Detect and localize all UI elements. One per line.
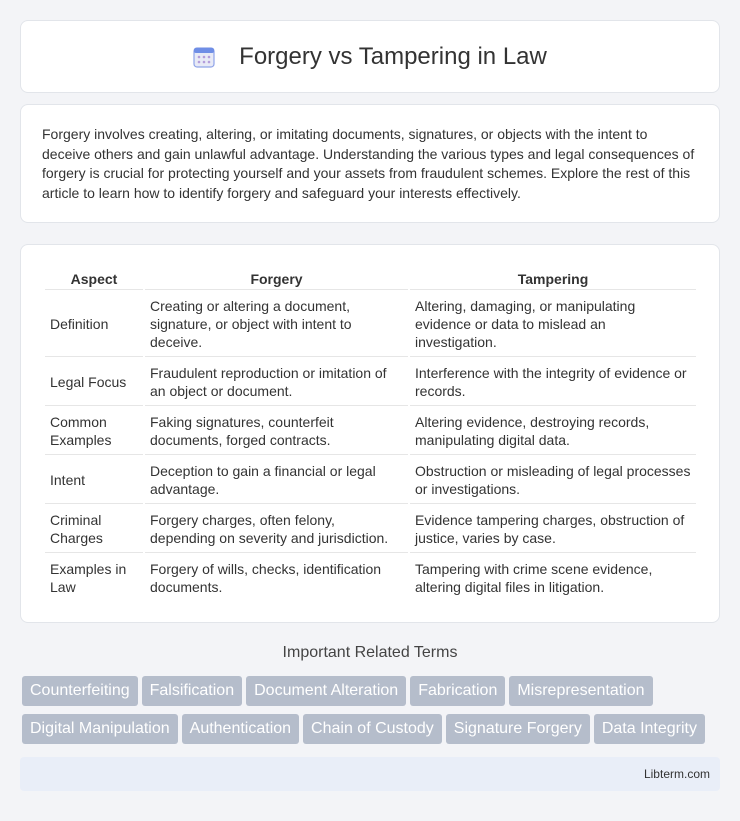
header-tampering: Tampering xyxy=(410,268,696,290)
tampering-cell: Interference with the integrity of evidence or records. xyxy=(410,359,696,406)
aspect-cell: Intent xyxy=(45,457,143,504)
tampering-cell: Evidence tampering charges, obstruction of justice, varies by case. xyxy=(410,506,696,553)
calendar-icon xyxy=(193,46,215,68)
aspect-cell: Legal Focus xyxy=(45,359,143,406)
tag-falsification[interactable]: Falsification xyxy=(142,676,242,706)
intro-text: Forgery involves creating, altering, or imitating documents, signatures, or objects with the intent to deceive others and gain unlawful advantage. Understanding the various types and legal consequences of forgery is crucial for protecting yourself and your assets from fraudulent schemes. Explore the rest of this article to learn how to identify forgery and safeguard your interests effectively. xyxy=(42,126,695,201)
footer-site-link[interactable]: Libterm.com xyxy=(643,767,710,781)
tampering-cell: Altering evidence, destroying records, manipulating digital data. xyxy=(410,408,696,455)
header-aspect: Aspect xyxy=(45,268,143,290)
table-row xyxy=(45,408,696,455)
forgery-cell: Forgery charges, often felony, depending on severity and jurisdiction. xyxy=(145,506,408,553)
tag-fabrication[interactable]: Fabrication xyxy=(410,676,505,706)
table-row xyxy=(45,555,696,601)
tag-misrepresentation[interactable]: Misrepresentation xyxy=(509,676,652,706)
table-header-row xyxy=(45,268,696,290)
forgery-cell: Faking signatures, counterfeit documents, forged contracts. xyxy=(145,408,408,455)
forgery-cell: Fraudulent reproduction or imitation of an object or document. xyxy=(145,359,408,406)
aspect-cell: Examples in Law xyxy=(50,561,127,595)
tag-signature-forgery[interactable]: Signature Forgery xyxy=(446,714,590,744)
aspect-cell: Criminal Charges xyxy=(45,506,143,553)
aspect-cell: Common Examples xyxy=(45,408,143,455)
tag-counterfeiting[interactable]: Counterfeiting xyxy=(22,676,138,706)
header-card xyxy=(20,20,720,93)
aspect-cell: Definition xyxy=(45,292,143,357)
tag-chain-of-custody[interactable]: Chain of Custody xyxy=(303,714,442,744)
tag-digital-manipulation[interactable]: Digital Manipulation xyxy=(22,714,178,744)
comparison-table xyxy=(43,266,698,603)
table-row xyxy=(45,359,696,406)
footer xyxy=(20,757,720,791)
header-forgery: Forgery xyxy=(145,268,408,290)
table-row xyxy=(45,506,696,553)
related-terms-title: Important Related Terms xyxy=(282,644,458,661)
comparison-table-card xyxy=(20,244,720,623)
tag-document-alteration[interactable]: Document Alteration xyxy=(246,676,406,706)
page-title: Forgery vs Tampering in Law xyxy=(239,42,547,70)
tampering-cell: Obstruction or misleading of legal processes or investigations. xyxy=(410,457,696,504)
table-row xyxy=(45,292,696,357)
tampering-cell: Altering, damaging, or manipulating evidence or data to mislead an investigation. xyxy=(410,292,696,357)
forgery-cell: Deception to gain a financial or legal advantage. xyxy=(145,457,408,504)
tag-data-integrity[interactable]: Data Integrity xyxy=(594,714,705,744)
intro-card xyxy=(20,104,720,223)
forgery-cell: Forgery of wills, checks, identification documents. xyxy=(150,561,382,595)
forgery-cell: Creating or altering a document, signature, or object with intent to deceive. xyxy=(145,292,408,357)
table-row xyxy=(45,457,696,504)
related-terms-list xyxy=(22,676,722,752)
tag-authentication[interactable]: Authentication xyxy=(182,714,299,744)
tampering-cell: Tampering with crime scene evidence, altering digital files in litigation. xyxy=(415,561,653,595)
